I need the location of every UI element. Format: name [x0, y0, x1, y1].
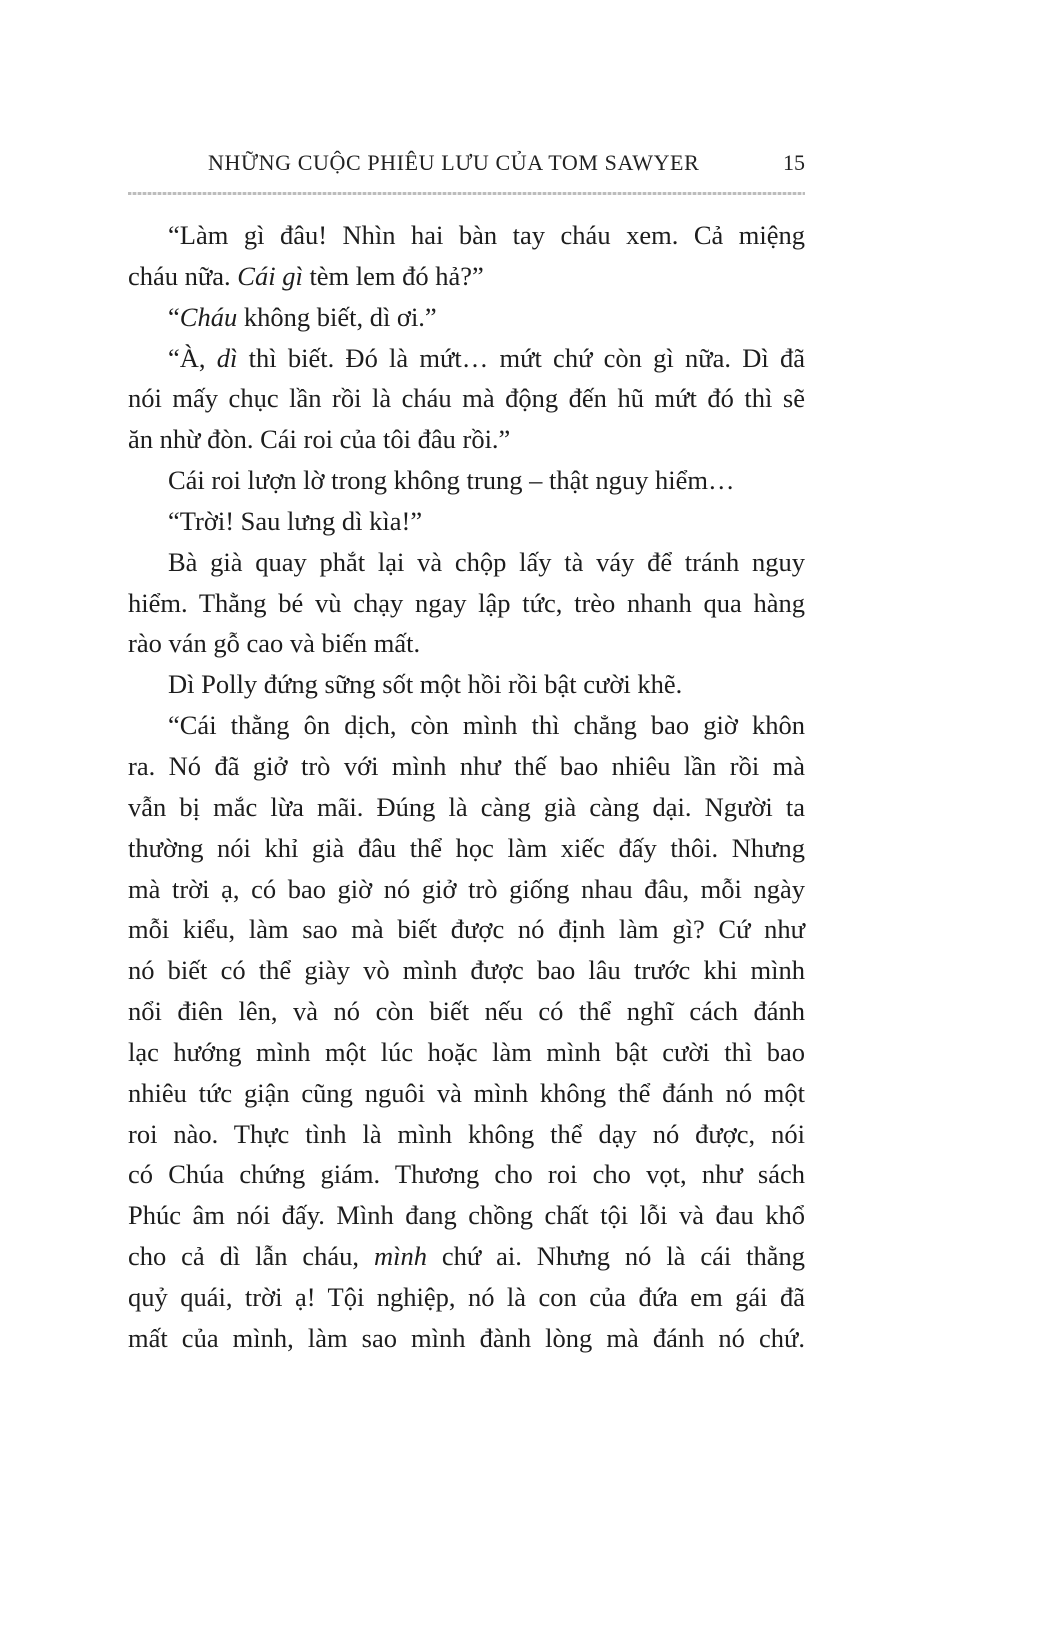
paragraph	[128, 297, 805, 338]
paragraph	[128, 705, 805, 1359]
paragraph	[128, 338, 805, 461]
text-line	[128, 215, 805, 256]
text-line	[128, 1318, 805, 1359]
text-segment: “À,	[168, 342, 217, 373]
text-segment: nói mấy chục lần rồi là cháu mà động đến hũ mứt đó thì sẽ	[128, 383, 805, 414]
text-segment: tèm lem đó hả?”	[302, 260, 484, 291]
text-line	[128, 909, 805, 950]
text-line	[128, 378, 805, 419]
text-line	[128, 869, 805, 910]
text-line	[128, 1277, 805, 1318]
text-segment: lạc hướng mình một lúc hoặc làm mình bật cười thì bao	[128, 1036, 805, 1067]
text-line	[128, 705, 805, 746]
text-line	[128, 501, 805, 542]
text-line	[128, 338, 805, 379]
running-title: NHỮNG CUỘC PHIÊU LƯU CỦA TOM SAWYER	[208, 150, 700, 175]
text-line	[128, 256, 805, 297]
text-segment: roi nào. Thực tình là mình không thể dạy nó được, nói	[128, 1118, 805, 1149]
text-segment: Bà già quay phắt lại và chộp lấy tà váy để tránh nguy	[168, 546, 805, 577]
text-line	[128, 746, 805, 787]
text-segment: ra. Nó đã giở trò với mình như thế bao nhiêu lần rồi mà	[128, 750, 805, 781]
text-line	[128, 828, 805, 869]
text-segment: thì biết. Đó là mứt… mứt chứ còn gì nữa. Dì đã	[237, 342, 805, 373]
text-segment: nổi điên lên, và nó còn biết nếu có thể nghĩ cách đánh	[128, 996, 805, 1027]
text-segment: cháu nữa.	[128, 260, 238, 291]
body-text	[128, 215, 805, 1359]
text-segment: “Cái thằng ôn dịch, còn mình thì chẳng bao giờ khôn	[168, 710, 805, 741]
paragraph	[128, 215, 805, 297]
text-segment: cho cả dì lẫn cháu,	[128, 1241, 374, 1272]
text-segment: thường nói khỉ già đâu thể học làm xiếc đấy thôi. Nhưng	[128, 832, 805, 863]
text-line	[128, 664, 805, 705]
text-line	[128, 1114, 805, 1155]
text-segment: nó biết có thể giày vò mình được bao lâu trước khi mình	[128, 955, 805, 986]
text-segment: Phúc âm nói đấy. Mình đang chồng chất tội lỗi và đau khổ	[128, 1200, 805, 1231]
text-line	[128, 787, 805, 828]
page-number: 15	[783, 150, 805, 175]
text-segment: Cái roi lượn lờ trong không trung – thật nguy hiểm…	[168, 465, 735, 496]
text-segment: “Trời! Sau lưng dì kìa!”	[168, 505, 423, 536]
text-line	[128, 623, 805, 664]
paragraph	[128, 542, 805, 665]
text-segment: “Làm gì đâu! Nhìn hai bàn tay cháu xem. Cả miệng	[168, 220, 805, 250]
italic-text: Cháu	[179, 301, 238, 332]
text-segment: rào ván gỗ cao và biến mất.	[128, 628, 421, 659]
text-segment: nhiêu tức giận cũng nguôi và mình không thể đánh nó một	[128, 1077, 805, 1108]
text-segment: mà trời ạ, có bao giờ nó giở trò giống nhau đâu, mỗi ngày	[128, 873, 805, 904]
text-line	[128, 583, 805, 624]
text-segment: chứ ai. Nhưng nó là cái thằng	[426, 1241, 806, 1272]
italic-text: dì	[216, 342, 238, 373]
text-segment: vẫn bị mắc lừa mãi. Đúng là càng già càng dại. Người ta	[128, 791, 805, 822]
text-line	[128, 1032, 805, 1073]
text-line	[128, 297, 805, 338]
text-segment: quỷ quái, trời ạ! Tội nghiệp, nó là con của đứa em gái đã	[128, 1281, 805, 1312]
text-segment: Dì Polly đứng sững sốt một hồi rồi bật cười khẽ.	[168, 669, 683, 700]
paragraph	[128, 501, 805, 542]
text-line	[128, 542, 805, 583]
italic-text: mình	[373, 1241, 427, 1272]
text-segment: mất của mình, làm sao mình đành lòng mà đánh nó chứ.	[128, 1322, 805, 1353]
text-line	[128, 1236, 805, 1277]
text-line	[128, 1195, 805, 1236]
italic-text: Cái gì	[237, 260, 303, 291]
text-line	[128, 460, 805, 501]
running-header	[128, 150, 805, 184]
text-segment: hiểm. Thằng bé vù chạy ngay lập tức, trèo nhanh qua hàng	[128, 587, 805, 618]
text-line	[128, 950, 805, 991]
text-line	[128, 419, 805, 460]
text-segment: không biết, dì ơi.”	[237, 301, 437, 332]
text-line	[128, 991, 805, 1032]
text-segment: mỗi kiểu, làm sao mà biết được nó định làm gì? Cứ như	[128, 914, 805, 945]
header-divider	[128, 192, 805, 195]
paragraph	[128, 460, 805, 501]
text-segment: ăn nhừ đòn. Cái roi của tôi đâu rồi.”	[128, 424, 511, 455]
text-line	[128, 1154, 805, 1195]
text-line	[128, 1073, 805, 1114]
paragraph	[128, 664, 805, 705]
text-segment: có Chúa chứng giám. Thương cho roi cho vọt, như sách	[128, 1159, 805, 1190]
text-segment: “	[168, 301, 180, 332]
